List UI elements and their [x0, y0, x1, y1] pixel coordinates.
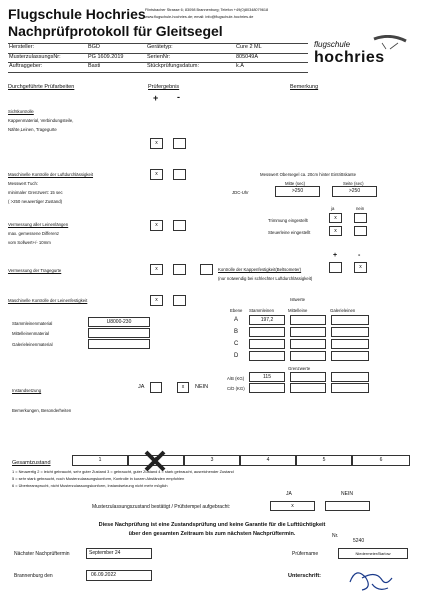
sight-check-sub1: Kappenmaterial, Verbindungsteile,: [8, 118, 74, 123]
mittel-ab-limit[interactable]: [290, 372, 326, 382]
galerie-ab-limit[interactable]: [331, 372, 369, 382]
strength-ok-checkbox[interactable]: [200, 264, 213, 275]
galerie-col: Galerieleinen: [330, 308, 356, 313]
serial-label: SerienNr:: [147, 53, 171, 60]
sight-minus-checkbox[interactable]: [173, 138, 186, 149]
state-option-5[interactable]: 5: [296, 455, 352, 466]
repair-title: Instandsetzung: [12, 388, 42, 393]
client-value: Basti: [88, 63, 101, 69]
strength-sub: (nur notwendig bei schlechter Luftdurchlässigkeit): [218, 276, 313, 281]
state-option-6[interactable]: 6: [352, 455, 410, 466]
next-date-label: Nächster Nachprüftermin: [14, 551, 70, 557]
row-a-label: A: [234, 317, 239, 323]
linestrength-title: Maschinelle Kontrolle der Leinenfestigkeit: [8, 298, 88, 303]
stamm-d-value[interactable]: [249, 351, 285, 361]
porosity-device: JDC-Uhr: [232, 190, 249, 195]
lines-line1: max. gemessene Differenz: [8, 231, 60, 236]
sight-check-sub2: Nähte,Leinen, Tragegurte: [8, 127, 57, 132]
sight-check-title: Sichtkontrolle: [8, 109, 34, 114]
ab-kg-label: A/B (KG): [227, 376, 245, 381]
row-d-label: D: [234, 353, 239, 359]
repair-yes-label: JA: [138, 384, 145, 390]
stamm-b-value[interactable]: [249, 327, 285, 337]
document-title: Nachprüfprotokoll für Gleitsegel: [8, 23, 223, 39]
limits-label: Grenzwerte: [288, 366, 311, 371]
brake-yes-checkbox[interactable]: x: [329, 226, 342, 236]
type-label: Gerätetyp:: [147, 44, 173, 50]
brake-label: Steuerleine eingestellt: [268, 230, 311, 235]
nr-value: 5240: [353, 538, 365, 544]
place-date-value[interactable]: 06.09.2022: [86, 570, 152, 581]
state-legend-2: 5 = sehr stark gebraucht, noch Musterzulassungskonform, Kontrolle in kurzen Abständen empfohlen: [12, 476, 185, 481]
stamm-ab-limit[interactable]: 115: [249, 372, 285, 382]
serial-value: 805049A: [236, 53, 259, 60]
address-line-2: www.flugschule-hochries.de; email: info@flugschule-hochries.de: [145, 15, 254, 19]
porosity-line1: Messwert Tuch:: [8, 181, 39, 186]
repair-no-label: NEIN: [195, 384, 209, 390]
lines-line2: vom Sollwert+/- 10mm: [8, 240, 51, 245]
approval-label: MusterzulassungsNr:: [9, 53, 61, 60]
trim-label: Trimmung eingestellt: [268, 218, 308, 223]
galerie-d-value[interactable]: [331, 351, 369, 361]
address-line-1: Flintsbacher Strasse 6; 83098 Brannenburg; Telefon +49(0)80348079618: [145, 8, 269, 12]
repair-no-checkbox[interactable]: x: [177, 382, 189, 393]
disclaimer-line-1: Diese Nachprüfung ist eine Zustandsprüfung und keine Garantie für die Lufttüchtigkeit: [98, 522, 326, 528]
confirm-label: Musterzulassungszustand bestätigt / Prüfstempel aufgebracht:: [92, 504, 231, 510]
porosity-center-value[interactable]: >250: [275, 186, 320, 197]
place-date-label: Brannenburg den: [14, 573, 53, 579]
logo-bottom-text: hochries: [314, 49, 385, 66]
state-scale: [72, 455, 410, 466]
porosity-line3: ( >250 neuwertiger Zustand): [8, 199, 63, 204]
mittel-b-value[interactable]: [290, 327, 326, 337]
strength-title: Kontrolle der Kappenfestigkeit(Beltsometer): [218, 267, 302, 272]
plus-header: +: [153, 93, 159, 103]
porosity-side-value[interactable]: >250: [332, 186, 377, 197]
mittel-d-value[interactable]: [290, 351, 326, 361]
row-c-label: C: [234, 341, 239, 347]
porosity-col-side: Seite (sec): [343, 181, 364, 186]
strength-plus-label: +: [333, 252, 338, 259]
col-remark-header: Bemerkung: [290, 84, 319, 90]
state-option-1[interactable]: 1: [72, 455, 128, 466]
trim-yes-checkbox[interactable]: x: [329, 213, 342, 223]
signature-label: Unterschrift:: [288, 573, 322, 579]
linestrength-plus-checkbox[interactable]: x: [150, 295, 163, 306]
galerie-a-value[interactable]: [331, 315, 369, 325]
nr-label: Nr.: [332, 533, 339, 539]
porosity-line2: minimaler Grenzwert: 15 sec: [8, 190, 63, 195]
galerie-cd-limit[interactable]: [331, 383, 369, 393]
row-b-label: B: [234, 329, 239, 335]
approval-value: PG 1609.2019: [88, 53, 124, 60]
galerie-material-label: Galerieleinenmaterial: [12, 342, 53, 347]
confirm-yes-label: JA: [286, 491, 292, 497]
remarks-title: Bemerkungen, Besonderheiten: [12, 408, 72, 413]
brake-no-checkbox[interactable]: [354, 226, 367, 236]
mittel-material-value[interactable]: [88, 328, 150, 338]
risers-title: Vermessung der Tragegurte: [8, 268, 62, 273]
strength-minus-label: -: [358, 252, 361, 259]
confirm-no-label: NEIN: [341, 491, 353, 497]
strength-plus-checkbox[interactable]: [329, 262, 342, 273]
mittel-c-value[interactable]: [290, 339, 326, 349]
confirm-yes-checkbox[interactable]: x: [270, 501, 315, 511]
lines-plus-checkbox[interactable]: x: [150, 220, 163, 231]
state-legend-3: 6 = Überbeansprucht, nicht Musterzulassungskonform, Instandsetzung nicht mehr möglich: [12, 483, 168, 488]
stamm-col: Stammleinen: [249, 308, 275, 313]
company-name: Flugschule Hochries: [8, 6, 146, 22]
stamm-c-value[interactable]: [249, 339, 285, 349]
porosity-plus-checkbox[interactable]: x: [150, 169, 163, 180]
state-legend-1: 1 = Neuwertig 2 = leicht gebraucht, sehr guter Zustand 3 = gebraucht, guter Zustand 4 = stark gebraucht, ausreichender Zustand: [12, 469, 234, 474]
disclaimer-line-2: über den gesamten Zeitraum bis zum nächsten Nachprüftermin.: [128, 531, 296, 537]
confirm-no-checkbox[interactable]: [325, 501, 370, 511]
minus-header: -: [177, 92, 180, 102]
client-label: Auftraggeber:: [9, 63, 43, 69]
sight-plus-checkbox[interactable]: x: [150, 138, 163, 149]
mittel-cd-limit[interactable]: [290, 383, 326, 393]
stamm-material-value[interactable]: U8000-230: [88, 317, 150, 327]
manufacturer-value: BGD: [88, 44, 100, 50]
plane-col: Ebene: [230, 308, 243, 313]
galerie-material-value[interactable]: [88, 339, 150, 349]
porosity-title: Maschinelle Kontrolle der Luftdurchlässigkeit: [8, 172, 94, 177]
stamm-cd-limit[interactable]: [249, 383, 285, 393]
strength-minus-checkbox[interactable]: x: [354, 262, 367, 273]
logo-top-text: flugschule: [314, 40, 351, 49]
porosity-minus-checkbox[interactable]: [173, 169, 186, 180]
porosity-col-center: Mitte (sec): [285, 181, 306, 186]
state-option-4[interactable]: 4: [240, 455, 296, 466]
porosity-note: Messwert Obersegel ca. 20cm hinter Eintrittskante: [260, 172, 357, 177]
type-value: Cure 2 ML: [236, 44, 262, 50]
risers-minus-checkbox[interactable]: [173, 264, 186, 275]
tester-value[interactable]: Niedermeier/Barlow: [338, 548, 408, 559]
state-option-3[interactable]: 3: [184, 455, 240, 466]
mittel-col: Mittelleine: [288, 308, 308, 313]
tester-label: Prüfername: [292, 551, 319, 557]
galerie-b-value[interactable]: [331, 327, 369, 337]
piece-test-value: k.A: [236, 63, 244, 69]
next-date-value[interactable]: September 24: [86, 548, 152, 559]
col-result-header: Prüfergebnis: [148, 84, 180, 90]
manufacturer-label: Hersteller:: [9, 44, 35, 50]
risers-plus-checkbox[interactable]: x: [150, 264, 163, 275]
lines-minus-checkbox[interactable]: [173, 220, 186, 231]
stamm-a-value[interactable]: 197,2: [249, 315, 285, 325]
cd-kg-label: C/D (KG): [227, 386, 245, 391]
trim-no-checkbox[interactable]: [354, 213, 367, 223]
lines-title: Vermessung aller Leinenlängen: [8, 222, 69, 227]
istwerte-label: Istwerte: [290, 297, 306, 302]
col-work-header: Durchgeführte Prüfarbeiten: [8, 84, 75, 90]
mittel-a-value[interactable]: [290, 315, 326, 325]
lines-yes-label: ja: [331, 206, 335, 211]
linestrength-minus-checkbox[interactable]: [173, 295, 186, 306]
repair-yes-checkbox[interactable]: [150, 382, 162, 393]
logo: [312, 35, 412, 73]
mittel-material-label: Mittelleinenmaterial: [12, 331, 50, 336]
galerie-c-value[interactable]: [331, 339, 369, 349]
device-info-table: [8, 43, 308, 72]
piece-test-label: Stückprüfungsdatum:: [147, 63, 199, 69]
state-title: Gesamtzustand: [12, 460, 51, 466]
stamm-material-label: Stammleinenmaterial: [12, 321, 53, 326]
signature-icon: [342, 560, 402, 596]
lines-no-label: nein: [356, 206, 365, 211]
